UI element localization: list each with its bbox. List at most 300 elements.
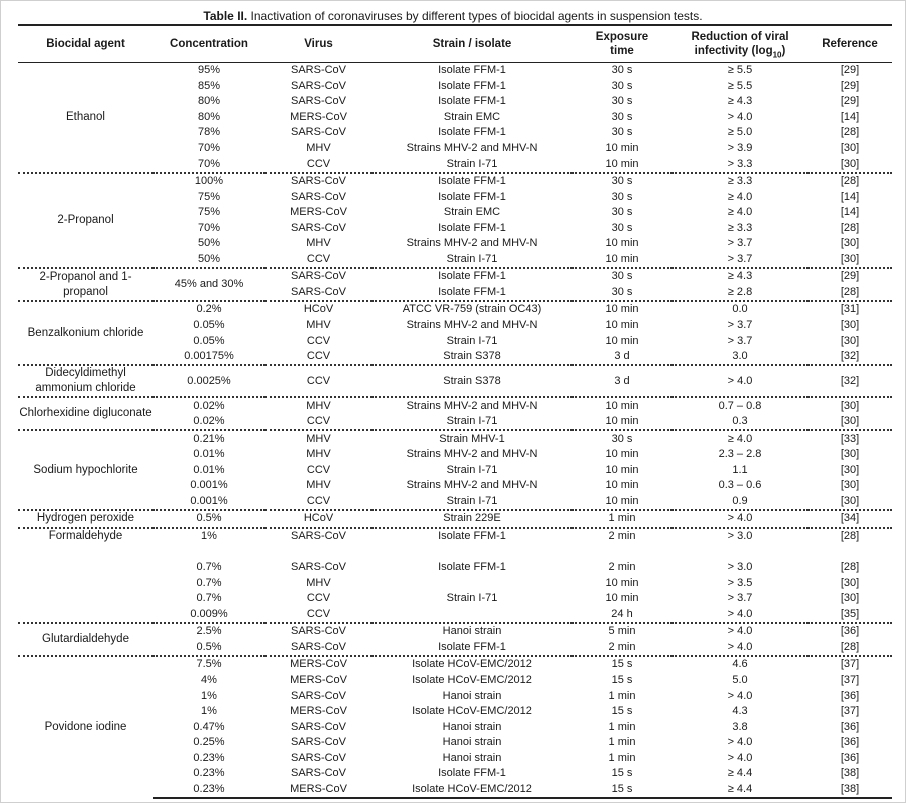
virus-cell: SARS-CoV — [290, 79, 347, 92]
exposure-cell: 30 s — [611, 64, 633, 77]
reference-cell: [30] — [840, 494, 860, 507]
reduction-cell: ≥ 4.0 — [727, 206, 753, 219]
virus-cell — [265, 544, 372, 560]
reduction-cell: ≥ 3.3 — [727, 221, 753, 234]
agent-cell: Hydrogen peroxide — [18, 510, 153, 528]
strain-cell: Strain MHV-1 — [372, 430, 572, 447]
reference-cell: [36] — [840, 751, 860, 764]
strain-cell: Strain EMC — [443, 206, 501, 219]
reference-cell: [36] — [840, 736, 860, 749]
virus-cell: MERS-CoV — [265, 782, 372, 799]
strain-cell: Hanoi strain — [442, 736, 502, 749]
strain-cell: Isolate FFM-1 — [438, 64, 506, 77]
header-reduction-subscript: 10 — [772, 50, 782, 60]
exposure-cell: 10 min — [605, 448, 639, 461]
strain-cell: Isolate FFM-1 — [438, 95, 506, 108]
exposure-cell: 15 s — [611, 673, 633, 686]
reference-cell: [35] — [840, 607, 860, 620]
strain-cell: Strains MHV-2 and MHV-N — [406, 142, 538, 154]
concentration-cell: 0.0025% — [153, 365, 265, 397]
strain-cell: Hanoi strain — [442, 720, 502, 733]
concentration-cell: 4% — [201, 673, 217, 686]
concentration-cell: 0.02% — [153, 397, 265, 414]
inactivation-table — [18, 24, 892, 799]
exposure-cell: 10 min — [605, 237, 639, 250]
reduction-cell: > 4.0 — [672, 510, 808, 528]
concentration-cell: 0.2% — [153, 301, 265, 318]
exposure-cell: 3 d — [614, 350, 630, 363]
concentration-cell: 0.05% — [193, 319, 225, 332]
virus-cell: SARS-CoV — [290, 95, 347, 108]
concentration-cell: 0.001% — [190, 479, 228, 492]
concentration-cell: 70% — [197, 221, 221, 234]
strain-cell: Isolate FFM-1 — [372, 528, 572, 545]
virus-cell: CCV — [306, 334, 331, 347]
strain-cell: Isolate FFM-1 — [438, 126, 506, 139]
reduction-cell: > 4.0 — [672, 365, 808, 397]
reduction-cell: ≥ 5.5 — [727, 64, 753, 77]
exposure-cell: 10 min — [605, 252, 639, 265]
reduction-cell: > 4.0 — [672, 623, 808, 640]
reference-cell: [30] — [840, 463, 860, 476]
reference-cell: [33] — [808, 430, 892, 447]
virus-cell: CCV — [265, 365, 372, 397]
reduction-cell — [672, 544, 808, 560]
header-strain: Strain / isolate — [372, 25, 572, 63]
exposure-cell — [572, 544, 672, 560]
reduction-cell: > 3.0 — [727, 561, 753, 574]
exposure-cell: 10 min — [572, 397, 672, 414]
concentration-cell: 0.21% — [153, 430, 265, 447]
virus-cell: CCV — [306, 607, 331, 620]
reduction-cell: > 3.3 — [727, 157, 753, 170]
strain-cell: Strains MHV-2 and MHV-N — [406, 479, 538, 492]
virus-cell: SARS-CoV — [290, 221, 347, 234]
concentration-cell: 2.5% — [153, 623, 265, 640]
reference-cell: [31] — [808, 301, 892, 318]
agent-cell: Ethanol — [65, 110, 105, 123]
strain-cell: Strain 229E — [372, 510, 572, 528]
reduction-cell: ≥ 2.8 — [727, 285, 753, 298]
reference-cell: [28] — [840, 221, 860, 234]
agent-cell: Sodium hypochlorite — [18, 430, 153, 510]
reference-cell: [30] — [840, 319, 860, 332]
exposure-cell: 30 s — [611, 79, 633, 92]
exposure-cell: 15 s — [611, 705, 633, 718]
table-row — [18, 397, 892, 414]
strain-cell: Isolate HCoV-EMC/2012 — [412, 705, 532, 718]
virus-cell: SARS-CoV — [290, 736, 347, 749]
reference-cell: [30] — [840, 415, 860, 428]
concentration-cell: 0.23% — [193, 751, 225, 764]
table-row — [18, 365, 892, 397]
strain-cell: Strain EMC — [443, 110, 501, 123]
reduction-cell: 0.3 — [732, 415, 748, 428]
table-caption-text: Inactivation of coronaviruses by different types of biocidal agents in suspension tests. — [247, 9, 703, 23]
reduction-cell: > 3.5 — [727, 576, 753, 589]
exposure-cell: 30 s — [572, 430, 672, 447]
virus-cell: MHV — [306, 237, 331, 250]
reduction-cell: 3.0 — [732, 350, 748, 363]
strain-cell: ATCC VR-759 (strain OC43) — [372, 301, 572, 318]
concentration-cell: 0.02% — [193, 415, 225, 428]
exposure-cell: 10 min — [605, 576, 639, 589]
concentration-cell: 70% — [197, 157, 221, 170]
reference-cell: [30] — [840, 334, 860, 347]
strain-cell: Strains MHV-2 and MHV-N — [406, 448, 538, 461]
reduction-cell: ≥ 4.4 — [672, 782, 808, 799]
exposure-cell: 30 s — [611, 110, 633, 123]
reduction-cell: > 3.7 — [727, 237, 753, 250]
virus-cell: SARS-CoV — [290, 640, 347, 653]
reference-cell: [30] — [840, 592, 860, 605]
reduction-cell: > 3.7 — [727, 592, 753, 605]
concentration-cell: 78% — [197, 126, 221, 139]
reference-cell: [30] — [840, 448, 860, 461]
reference-cell: [38] — [840, 767, 860, 780]
exposure-cell: 10 min — [605, 157, 639, 170]
exposure-cell: 10 min — [605, 463, 639, 476]
reference-cell: [29] — [840, 95, 860, 108]
strain-cell: Strains MHV-2 and MHV-N — [372, 397, 572, 414]
reduction-cell: 0.0 — [672, 301, 808, 318]
reference-cell: [28] — [840, 640, 860, 653]
virus-cell: CCV — [306, 494, 331, 507]
reference-cell: [37] — [808, 656, 892, 673]
reduction-cell: 0.3 – 0.6 — [718, 479, 762, 492]
exposure-cell: 1 min — [572, 510, 672, 528]
reference-cell: [14] — [840, 206, 860, 219]
reference-cell: [37] — [840, 705, 860, 718]
agent-cell: Chlorhexidine digluconate — [18, 397, 153, 430]
header-reduction-text: Reduction of viral infectivity (log — [691, 31, 789, 57]
strain-cell: Strain S378 — [372, 365, 572, 397]
reference-cell: [28] — [840, 285, 860, 298]
reference-cell: [29] — [808, 268, 892, 285]
strain-cell: Hanoi strain — [372, 623, 572, 640]
exposure-cell: 30 s — [611, 126, 633, 139]
exposure-cell: 30 s — [611, 95, 633, 108]
virus-cell: SARS-CoV — [290, 767, 347, 780]
virus-cell: MHV — [306, 576, 331, 589]
header-virus: Virus — [265, 25, 372, 63]
virus-cell: MHV — [306, 479, 331, 492]
reduction-cell: 4.3 — [732, 705, 748, 718]
strain-cell: Isolate FFM-1 — [438, 561, 506, 574]
strain-cell: Strain I-71 — [446, 463, 498, 476]
reduction-cell: > 3.0 — [672, 528, 808, 545]
reduction-cell: > 4.0 — [727, 607, 753, 620]
exposure-cell: 2 min — [608, 561, 636, 574]
table-row — [18, 430, 892, 447]
exposure-cell: 15 s — [611, 767, 633, 780]
concentration-cell: 1% — [201, 689, 217, 702]
reference-cell: [30] — [808, 397, 892, 414]
exposure-cell: 10 min — [605, 479, 639, 492]
virus-cell: SARS-CoV — [265, 173, 372, 190]
table-header-row — [18, 25, 892, 63]
reference-cell: [29] — [840, 64, 860, 77]
table-row — [18, 301, 892, 318]
exposure-cell: 15 s — [572, 782, 672, 799]
reference-cell: [38] — [808, 782, 892, 799]
reference-cell: [36] — [808, 623, 892, 640]
virus-cell: MHV — [306, 319, 331, 332]
concentration-cell: 0.7% — [196, 561, 222, 574]
reduction-cell: ≥ 5.0 — [727, 126, 753, 139]
exposure-cell: 10 min — [605, 415, 639, 428]
virus-cell: MHV — [306, 448, 331, 461]
virus-cell: CCV — [306, 350, 331, 363]
strain-cell: Isolate FFM-1 — [438, 190, 506, 203]
exposure-cell: 24 h — [611, 607, 633, 620]
concentration-cell: 50% — [197, 252, 221, 265]
agent-cell: Glutardialdehyde — [18, 623, 153, 656]
header-reference: Reference — [808, 25, 892, 63]
concentration-cell: 95% — [197, 64, 221, 77]
reduction-cell: ≥ 4.3 — [672, 268, 808, 285]
concentration-cell: 7.5% — [153, 656, 265, 673]
reduction-cell: 5.0 — [732, 673, 748, 686]
exposure-cell: 2 min — [572, 528, 672, 545]
agent-cell: Didecyldimethyl ammonium chloride — [18, 365, 153, 397]
reduction-cell: 4.6 — [672, 656, 808, 673]
reduction-cell: 0.9 — [732, 494, 748, 507]
concentration-cell: 50% — [197, 237, 221, 250]
concentration-cell: 0.5% — [196, 640, 222, 653]
virus-cell: SARS-CoV — [290, 64, 347, 77]
strain-cell: Hanoi strain — [442, 751, 502, 764]
reduction-cell: > 4.0 — [727, 110, 753, 123]
reduction-cell: ≥ 4.0 — [672, 430, 808, 447]
exposure-cell: 15 s — [572, 656, 672, 673]
virus-cell: CCV — [306, 415, 331, 428]
exposure-cell: 30 s — [611, 285, 633, 298]
concentration-cell: 0.7% — [196, 592, 222, 605]
exposure-cell: 30 s — [611, 206, 633, 219]
reference-cell: [36] — [840, 720, 860, 733]
concentration-cell: 0.23% — [193, 767, 225, 780]
reference-cell: [14] — [840, 110, 860, 123]
strain-cell: Strain I-71 — [446, 252, 498, 265]
exposure-cell: 1 min — [608, 720, 636, 733]
concentration-cell: 80% — [197, 95, 221, 108]
concentration-cell: 0.01% — [193, 463, 225, 476]
table-row — [18, 623, 892, 640]
virus-cell: MERS-CoV — [290, 673, 347, 686]
reference-cell: [30] — [840, 237, 860, 250]
reference-cell: [28] — [840, 126, 860, 139]
reduction-cell: > 4.0 — [727, 689, 753, 702]
strain-cell: Hanoi strain — [442, 689, 502, 702]
reference-cell: [37] — [840, 673, 860, 686]
concentration-cell: 0.47% — [193, 720, 225, 733]
virus-cell: SARS-CoV — [290, 126, 347, 139]
header-reduction — [672, 25, 808, 63]
reduction-cell: 2.3 – 2.8 — [718, 448, 762, 461]
header-concentration: Concentration — [153, 25, 265, 63]
virus-cell: MHV — [306, 142, 331, 154]
table-row — [18, 173, 892, 190]
reduction-cell: > 4.0 — [727, 640, 753, 653]
table-caption — [0, 9, 906, 23]
reduction-cell: ≥ 5.5 — [727, 79, 753, 92]
virus-cell: CCV — [306, 157, 331, 170]
strain-cell: Strain I-71 — [446, 334, 498, 347]
table-row — [18, 656, 892, 673]
concentration-cell: 75% — [197, 190, 221, 203]
strain-cell: Isolate FFM-1 — [438, 221, 506, 234]
reduction-cell: 1.1 — [732, 463, 748, 476]
strain-cell — [372, 575, 572, 591]
exposure-cell: 30 s — [611, 190, 633, 203]
reference-cell: [28] — [840, 561, 860, 574]
virus-cell: MERS-CoV — [290, 206, 347, 219]
header-reduction-end: ) — [781, 45, 786, 57]
header-biocidal-agent: Biocidal agent — [18, 25, 153, 63]
virus-cell: SARS-CoV — [290, 751, 347, 764]
concentration-cell: 0.7% — [196, 576, 222, 589]
virus-cell: MERS-CoV — [290, 705, 347, 718]
strain-cell: Isolate FFM-1 — [438, 640, 506, 653]
strain-cell: Strains MHV-2 and MHV-N — [406, 319, 538, 332]
strain-cell: Strain S378 — [443, 350, 501, 363]
reduction-cell: ≥ 3.3 — [672, 173, 808, 190]
strain-cell: Strain I-71 — [446, 592, 498, 605]
reference-cell: [29] — [840, 79, 860, 92]
concentration-cell: 0.5% — [153, 510, 265, 528]
reference-cell: [28] — [808, 173, 892, 190]
virus-cell: CCV — [306, 252, 331, 265]
strain-cell: Isolate FFM-1 — [438, 285, 506, 298]
strain-cell: Isolate FFM-1 — [438, 767, 506, 780]
exposure-cell: 1 min — [608, 736, 636, 749]
exposure-cell: 30 s — [572, 268, 672, 285]
concentration-cell: 0.25% — [193, 736, 225, 749]
strain-cell: Strains MHV-2 and MHV-N — [406, 237, 538, 250]
strain-cell: Isolate HCoV-EMC/2012 — [412, 673, 532, 686]
virus-cell: SARS-CoV — [265, 528, 372, 545]
table-row — [18, 510, 892, 528]
concentration-cell: 0.23% — [153, 782, 265, 799]
virus-cell: MHV — [265, 397, 372, 414]
table-body — [18, 63, 892, 799]
virus-cell: MERS-CoV — [290, 110, 347, 123]
agent-cell: 2-Propanol and 1-propanol — [18, 268, 153, 301]
strain-cell — [372, 607, 572, 624]
reference-cell: [14] — [840, 190, 860, 203]
concentration-cell: 85% — [197, 79, 221, 92]
reference-cell: [30] — [840, 576, 860, 589]
concentration-cell: 0.001% — [190, 494, 228, 507]
exposure-cell: 1 min — [608, 689, 636, 702]
concentration-cell: 1% — [153, 528, 265, 545]
table-row — [18, 528, 892, 545]
reduction-cell: 0.7 – 0.8 — [672, 397, 808, 414]
reduction-cell: ≥ 4.0 — [727, 190, 753, 203]
concentration-cell — [153, 544, 265, 560]
concentration-cell: 1% — [201, 705, 217, 718]
exposure-cell: 1 min — [608, 751, 636, 764]
concentration-cell: 70% — [197, 142, 221, 154]
strain-cell: Strain I-71 — [446, 494, 498, 507]
exposure-cell: 10 min — [572, 301, 672, 318]
table-caption-label: Table II. — [203, 9, 248, 23]
concentration-cell: 80% — [197, 110, 221, 123]
reference-cell: [30] — [840, 479, 860, 492]
agent-cell: 2-Propanol — [18, 173, 153, 268]
reference-cell: [28] — [808, 528, 892, 545]
strain-cell: Isolate HCoV-EMC/2012 — [372, 656, 572, 673]
concentration-cell: 45% and 30% — [153, 268, 265, 301]
strain-cell: Strain I-71 — [446, 415, 498, 428]
virus-cell: SARS-CoV — [290, 285, 347, 298]
strain-cell — [372, 544, 572, 560]
virus-cell: MHV — [265, 430, 372, 447]
concentration-cell: 0.00175% — [184, 350, 234, 363]
reduction-cell: > 3.7 — [727, 319, 753, 332]
exposure-cell: 5 min — [572, 623, 672, 640]
reduction-cell: > 4.0 — [727, 736, 753, 749]
virus-cell: SARS-CoV — [265, 623, 372, 640]
concentration-cell: 0.01% — [193, 448, 225, 461]
virus-cell: SARS-CoV — [265, 268, 372, 285]
exposure-cell: 10 min — [605, 334, 639, 347]
reduction-cell: > 3.7 — [727, 334, 753, 347]
agent-cell: Formaldehyde — [18, 528, 153, 623]
reference-cell — [808, 544, 892, 560]
exposure-cell: 3 d — [572, 365, 672, 397]
concentration-cell: 0.009% — [190, 607, 228, 620]
reduction-cell: > 3.9 — [727, 142, 753, 154]
strain-cell: Isolate FFM-1 — [372, 268, 572, 285]
concentration-cell: 75% — [197, 206, 221, 219]
exposure-cell: 10 min — [605, 494, 639, 507]
virus-cell: CCV — [306, 463, 331, 476]
strain-cell: Strain I-71 — [446, 157, 498, 170]
strain-cell: Isolate FFM-1 — [438, 79, 506, 92]
virus-cell: MERS-CoV — [265, 656, 372, 673]
exposure-cell: 30 s — [572, 173, 672, 190]
reference-cell: [30] — [840, 142, 860, 154]
exposure-cell: 10 min — [605, 142, 639, 154]
reduction-cell: > 4.0 — [727, 751, 753, 764]
agent-cell: Povidone iodine — [18, 656, 153, 798]
reference-cell: [34] — [808, 510, 892, 528]
concentration-cell: 100% — [153, 173, 265, 190]
virus-cell: HCoV — [265, 510, 372, 528]
concentration-cell: 0.05% — [193, 334, 225, 347]
agent-cell: Benzalkonium chloride — [18, 301, 153, 365]
virus-cell: CCV — [306, 592, 331, 605]
reference-cell: [30] — [840, 157, 860, 170]
reference-cell: [32] — [808, 365, 892, 397]
strain-cell: Isolate HCoV-EMC/2012 — [372, 782, 572, 799]
reference-cell: [32] — [840, 350, 860, 363]
virus-cell: SARS-CoV — [290, 720, 347, 733]
reference-cell: [30] — [840, 252, 860, 265]
virus-cell: SARS-CoV — [290, 190, 347, 203]
exposure-cell: 30 s — [611, 221, 633, 234]
table-row — [18, 63, 892, 79]
reduction-cell: > 3.7 — [727, 252, 753, 265]
reduction-cell: ≥ 4.3 — [727, 95, 753, 108]
virus-cell: SARS-CoV — [290, 561, 347, 574]
virus-cell: SARS-CoV — [290, 689, 347, 702]
strain-cell: Isolate FFM-1 — [372, 173, 572, 190]
exposure-cell: 10 min — [605, 319, 639, 332]
reference-cell: [36] — [840, 689, 860, 702]
